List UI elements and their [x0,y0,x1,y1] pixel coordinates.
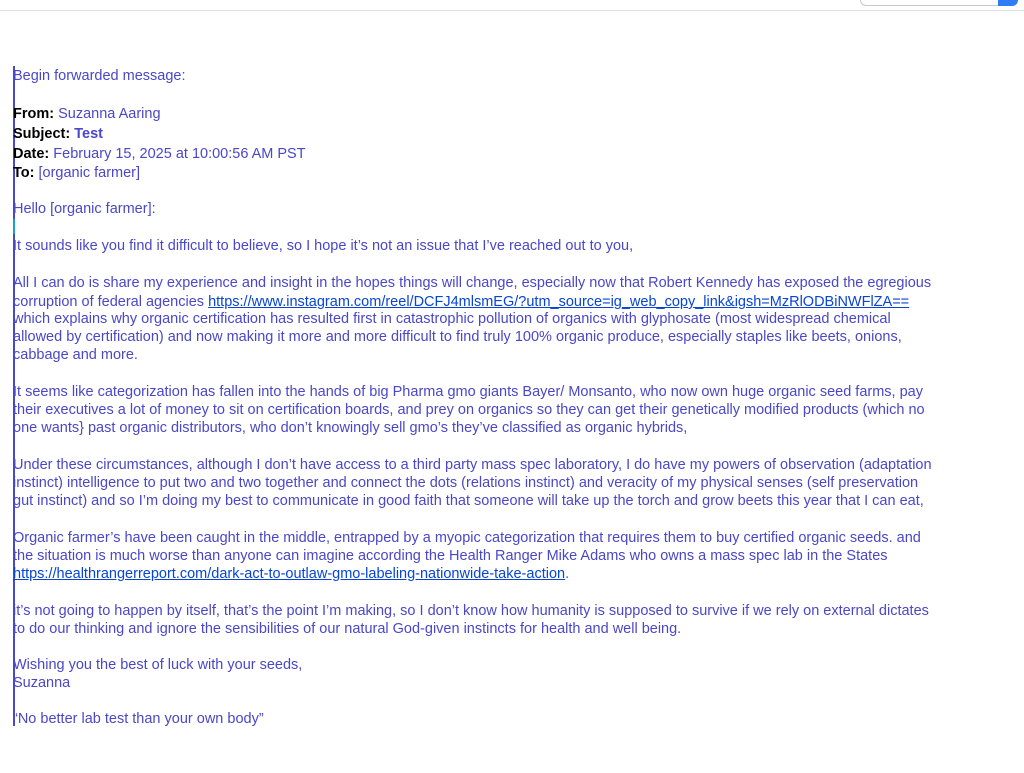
instagram-link[interactable]: https://www.instagram.com/reel/DCFJ4mlsmEG/?utm_source=ig_web_copy_link&igsh=MzRlODBiNWFlZA== [208,294,910,310]
paragraph-4-line-3: gut instinct) and so I’m doing my best to communicate in good faith that someone will take up the torch and grow beets this year that I can eat, [13,493,924,509]
signature: Suzanna [13,675,71,691]
from-value[interactable]: Suzanna Aaring [58,106,161,122]
from-label: From: [13,106,55,122]
healthranger-link[interactable]: https://healthrangerreport.com/dark-act-to-outlaw-gmo-labeling-nationwide-take-action [13,566,566,582]
paragraph-6-line-1: it’s not going to happen by itself, that’s the point I’m making, so I don’t know how humanity is supposed to survive if we rely on external dictates [13,603,929,619]
paragraph-4-line-1: Under these circumstances, although I don’t have access to a third party mass spec laboratory, I do have my powers of observation (adaptation [13,457,932,473]
date-label: Date: [13,146,50,162]
paragraph-6-line-2: to do our thinking and ignore the sensibilities of our natural God-given instincts for health and well being. [13,621,682,637]
paragraph-2-line-3: which explains why organic certification has resulted first in catastrophic pollution of organics with glyphosate (most widespread chemical [13,311,891,327]
subject-value: Test [74,126,103,142]
from-line [13,105,161,124]
paragraph-2-line-4: allowed by certification) and now making it more and more difficult to find truly 100% organic produce, especially staples like beets, onions, [13,329,902,345]
paragraph-2-line-1: All I can do is share my experience and insight in the hopes things will change, especially now that Robert Kennedy has exposed the egregious [13,275,932,291]
date-value: February 15, 2025 at 10:00:56 AM PST [53,146,306,162]
paragraph-3-line-3: one wants} past organic distributors, who don’t knowingly sell gmo’s they’ve classified as organic hybrids, [13,420,688,436]
forwarded-label: Begin forwarded message: [13,68,186,84]
to-value[interactable]: [organic farmer] [38,165,141,181]
toolbar-edge [0,0,1024,11]
paragraph-3-line-2: their executives a lot of money to sit on certification boards, and prey on organics so they can get their genetically modified products (which no [13,402,925,418]
subject-line [13,125,103,144]
text-cursor [13,219,15,234]
to-label: To: [13,165,35,181]
subject-label: Subject: [13,126,71,142]
paragraph-2-text: corruption of federal agencies [13,294,209,310]
quote-line: “No better lab test than your own body” [13,711,264,727]
search-field[interactable] [860,0,1018,6]
greeting: Hello [organic farmer]: [13,201,156,217]
paragraph-5-line-3 [13,565,569,584]
date-line [13,145,306,164]
paragraph-5-end: . [565,566,570,582]
paragraph-1: It sounds like you find it difficult to believe, so I hope it’s not an issue that I’ve reached out to you, [13,238,634,254]
to-line [13,164,140,183]
paragraph-4-line-2: instinct) intelligence to put two and two together and connect the dots (relations instinct) and veracity of my physical senses (self preservation [13,475,919,491]
paragraph-3-line-1: It seems like categorization has fallen into the hands of big Pharma gmo giants Bayer/ Monsanto, who now own huge organic seed farms, pay [13,384,923,400]
paragraph-5-line-1: Organic farmer’s have been caught in the middle, entrapped by a myopic categorization that requires them to buy certified organic seeds. and [13,530,921,546]
search-button[interactable] [998,0,1018,6]
paragraph-5-line-2: the situation is much worse than anyone can imagine according the Health Ranger Mike Adams who owns a mass spec lab in the States [13,548,888,564]
closing: Wishing you the best of luck with your seeds, [13,657,303,673]
paragraph-2-line-5: cabbage and more. [13,347,138,363]
